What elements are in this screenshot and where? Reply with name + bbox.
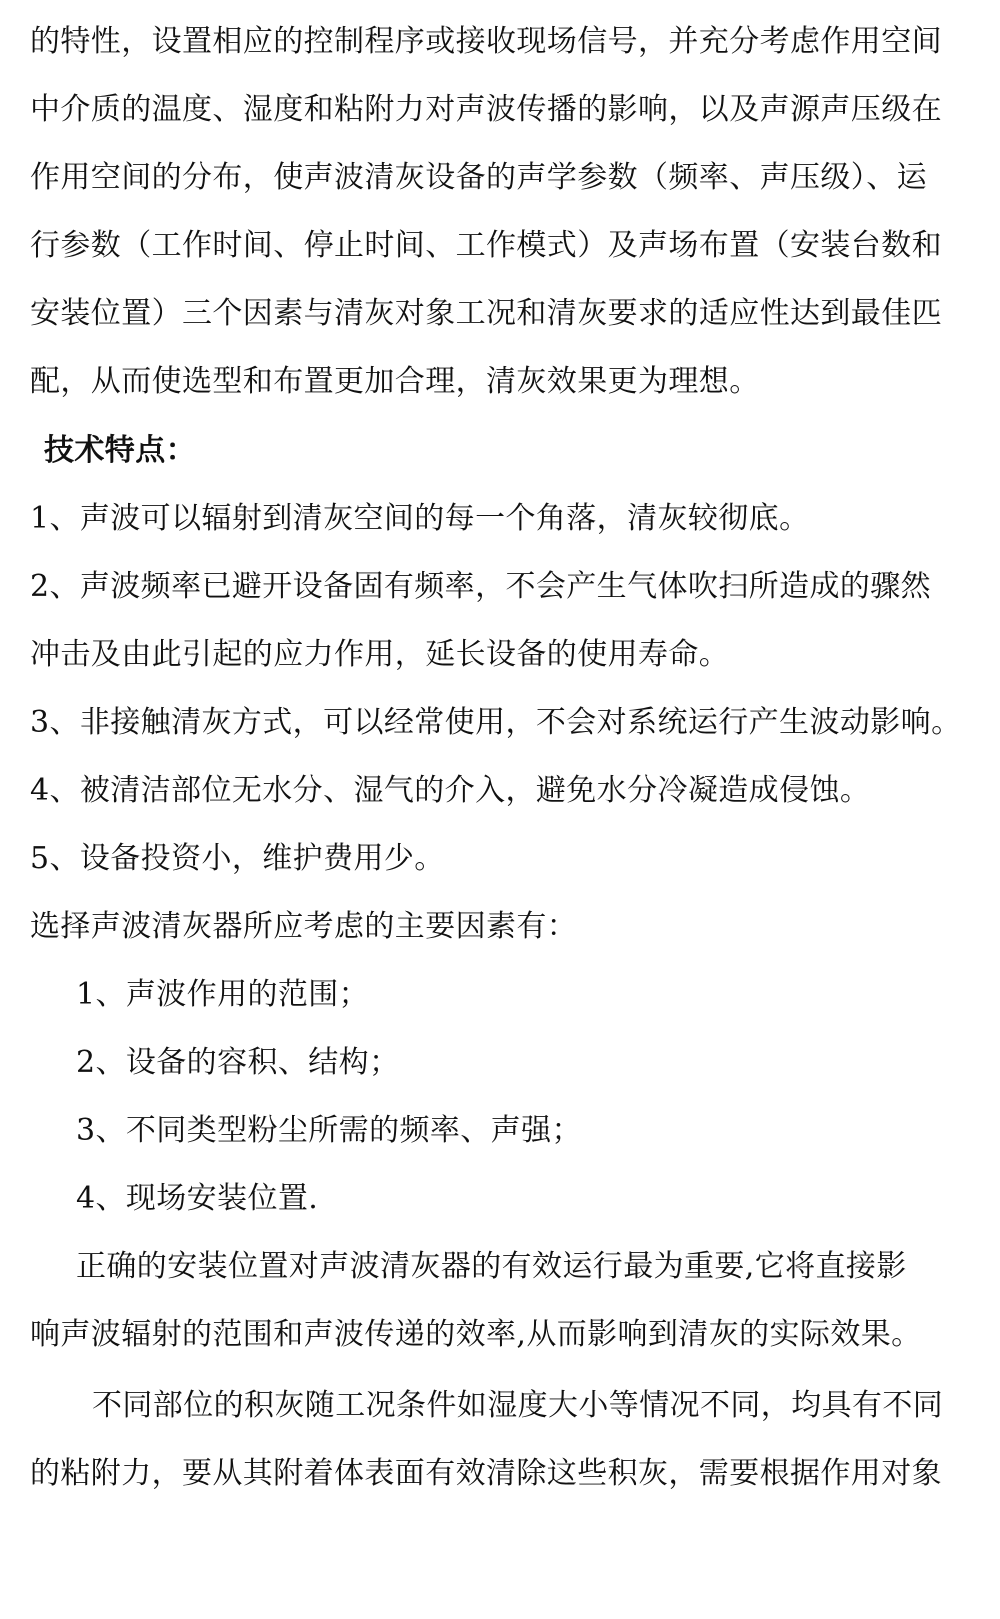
feature-line-4: 3、非接触清灰方式，可以经常使用，不会对系统运行产生波动影响。 [30, 705, 962, 740]
intro-line-5: 安装位置）三个因素与清灰对象工况和清灰要求的适应性达到最佳匹 [30, 296, 942, 331]
feature-line-5: 4、被清洁部位无水分、湿气的介入，避免水分冷凝造成侵蚀。 [30, 773, 871, 808]
feature-line-1: 1、声波可以辐射到清灰空间的每一个角落，清灰较彻底。 [30, 501, 810, 536]
adhesion-paragraph-line-1: 不同部位的积灰随工况条件如湿度大小等情况不同，均具有不同 [92, 1388, 944, 1423]
feature-line-2: 2、声波频率已避开设备固有频率，不会产生气体吹扫所造成的骤然 [30, 569, 932, 604]
factor-line-4: 4、现场安装位置. [76, 1181, 319, 1216]
feature-line-6: 5、设备投资小，维护费用少。 [30, 841, 445, 876]
install-paragraph-line-2: 响声波辐射的范围和声波传递的效率,从而影响到清灰的实际效果。 [30, 1317, 922, 1352]
factor-line-1: 1、声波作用的范围； [76, 977, 370, 1012]
features-heading: 技术特点： [44, 433, 196, 468]
intro-line-1: 的特性，设置相应的控制程序或接收现场信号，并充分考虑作用空间 [30, 24, 942, 59]
intro-line-2: 中介质的温度、湿度和粘附力对声波传播的影响，以及声源声压级在 [30, 92, 942, 127]
factor-line-2: 2、设备的容积、结构； [76, 1045, 400, 1080]
intro-line-6: 配，从而使选型和布置更加合理，清灰效果更为理想。 [30, 364, 760, 399]
adhesion-paragraph-line-2: 的粘附力，要从其附着体表面有效清除这些积灰，需要根据作用对象 [30, 1456, 942, 1491]
factors-heading: 选择声波清灰器所应考虑的主要因素有： [30, 909, 578, 944]
intro-line-3: 作用空间的分布，使声波清灰设备的声学参数（频率、声压级）、运 [30, 160, 927, 195]
feature-line-3: 冲击及由此引起的应力作用，延长设备的使用寿命。 [30, 637, 730, 672]
intro-line-4: 行参数（工作时间、停止时间、工作模式）及声场布置（安装台数和 [30, 228, 942, 263]
factor-line-3: 3、不同类型粉尘所需的频率、声强； [76, 1113, 582, 1148]
install-paragraph-line-1: 正确的安装位置对声波清灰器的有效运行最为重要,它将直接影 [76, 1249, 907, 1284]
